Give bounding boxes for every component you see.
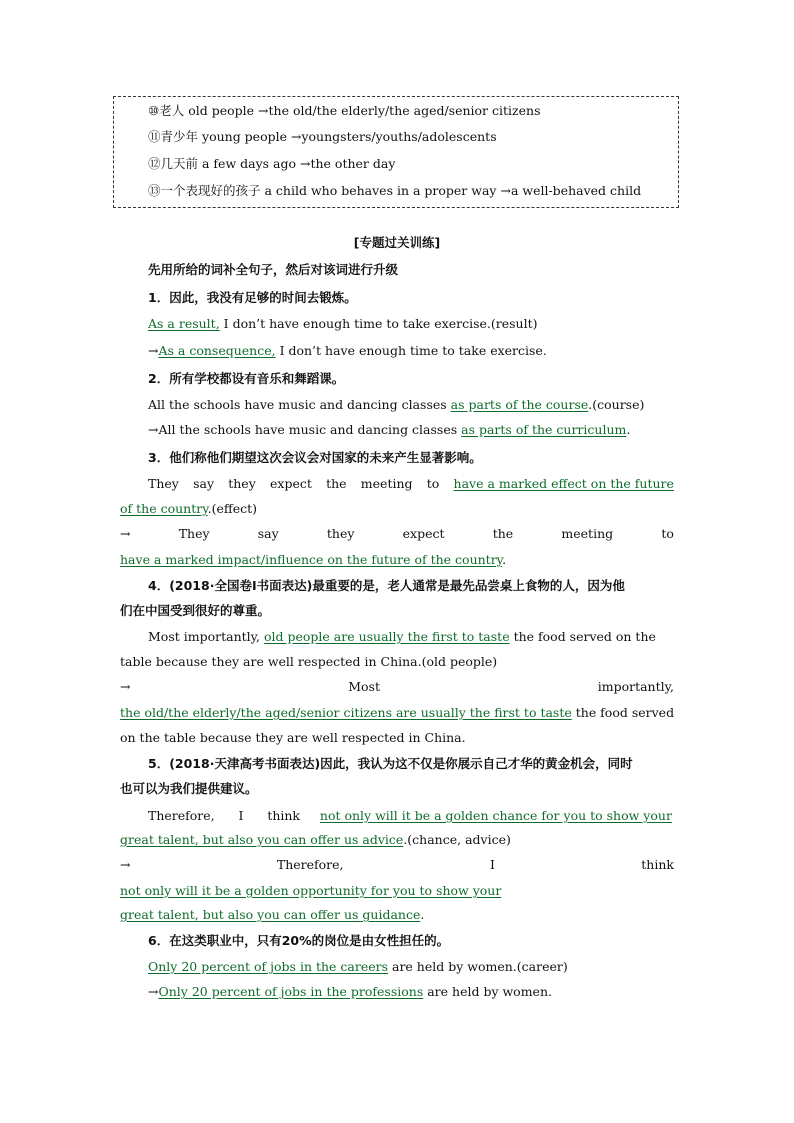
word: Therefore, [276, 857, 344, 872]
upgrade-phrase: As a consequence, [158, 343, 276, 358]
question-6-answer [148, 959, 674, 975]
arrow-icon: → [120, 679, 131, 694]
question-1-answer [148, 316, 674, 332]
arrow-icon: → [148, 343, 159, 358]
vocab-number: ⑩ [148, 103, 160, 118]
answer-phrase: have a marked effect on the future [453, 476, 674, 491]
word: they [228, 476, 256, 491]
question-4-chinese: 4．(2018·全国卷Ⅰ书面表达)最重要的是，老人通常是最先品尝桌上食物的人，因为他 [148, 578, 625, 593]
question-4-answer [148, 629, 674, 645]
vocab-english: a child who behaves in a proper way [260, 183, 497, 198]
vocab-item [148, 183, 641, 199]
vocab-number: ⑬ [148, 183, 161, 198]
word: They [148, 476, 179, 491]
word: Therefore, [148, 808, 215, 823]
upgrade-prefix: All the schools have music and dancing classes [158, 422, 462, 437]
question-4-upgrade-end: on the table because they are well respected in China. [120, 730, 466, 745]
word: importantly, [597, 679, 674, 694]
upgrade-rest: . [502, 552, 507, 567]
question-3-chinese: 3．他们称他们期望这次会议会对国家的未来产生显著影响。 [148, 450, 482, 465]
vocab-chinese: 老人 [159, 103, 185, 118]
word: to [661, 526, 674, 541]
question-3-answer [148, 476, 674, 492]
answer-phrase: great talent, but also you can offer us advice [120, 832, 404, 847]
word: expect [402, 526, 445, 541]
word: think [641, 857, 674, 872]
answer-rest: I don’t have enough time to take exercise.(result) [219, 316, 538, 331]
word: to [426, 476, 440, 491]
word: say [257, 526, 279, 541]
question-1-upgrade [148, 343, 674, 359]
question-5-chinese-cont: 也可以为我们提供建议。 [120, 781, 258, 796]
upgrade-phrase: as parts of the curriculum [461, 422, 627, 437]
vocab-chinese: 青少年 [160, 129, 199, 144]
answer-phrase: not only will it be a golden chance for you to show your [319, 808, 672, 823]
upgrade-phrase: not only will it be a golden opportunity for you to show your [120, 883, 502, 898]
vocab-item [148, 103, 540, 119]
upgrade-phrase: the old/the elderly/the aged/senior citizens are usually the first to taste [120, 705, 572, 720]
question-4-chinese-cont: 们在中国受到很好的尊重。 [120, 603, 271, 618]
question-2-chinese: 2．所有学校都设有音乐和舞蹈课。 [148, 371, 345, 386]
question-5-upgrade [120, 857, 674, 873]
answer-prefix: Most importantly, [148, 629, 264, 644]
question-6-upgrade [148, 984, 674, 1000]
answer-phrase: Only 20 percent of jobs in the careers [148, 959, 389, 974]
word: I [489, 857, 495, 872]
arrow-icon: → [500, 183, 511, 198]
vocab-upgrade: youngsters/youths/adolescents [301, 129, 497, 144]
word: meeting [561, 526, 614, 541]
answer-phrase: old people are usually the first to taste [264, 629, 510, 644]
answer-rest: the food served on the [509, 629, 656, 644]
arrow-icon: → [120, 526, 131, 541]
question-3-upgrade-cont [120, 552, 674, 568]
answer-rest: .(course) [588, 397, 645, 412]
answer-phrase: of the country [120, 501, 208, 516]
arrow-icon: → [290, 129, 302, 144]
upgrade-rest: the food served [571, 705, 675, 720]
question-5-chinese: 5．(2018·天津高考书面表达)因此，我认为这不仅是你展示自己才华的黄金机会，同时 [148, 756, 633, 771]
answer-phrase: as parts of the course [450, 397, 589, 412]
question-5-upgrade-cont [120, 883, 674, 899]
answer-rest: are held by women.(career) [388, 959, 568, 974]
vocab-upgrade: a well-behaved child [510, 183, 642, 198]
vocab-item [148, 156, 395, 172]
word: Most [348, 679, 380, 694]
question-3-answer-cont [120, 501, 674, 517]
section-title: [专题过关训练] [353, 235, 441, 250]
question-1-chinese: 1．因此，我没有足够的时间去锻炼。 [148, 290, 357, 305]
vocab-english: young people [198, 129, 287, 144]
instruction-text: 先用所给的词补全句子，然后对该词进行升级 [148, 262, 399, 277]
vocab-upgrade: the other day [310, 156, 396, 171]
vocab-upgrade: the old/the elderly/the aged/senior citizens [268, 103, 541, 118]
word: the [326, 476, 347, 491]
vocab-chinese: 一个表现好的孩子 [160, 183, 261, 198]
question-4-upgrade-cont [120, 705, 674, 721]
vocab-item [148, 129, 497, 145]
question-4-answer-cont: table because they are well respected in China.(old people) [120, 654, 498, 669]
upgrade-phrase: Only 20 percent of jobs in the professions [158, 984, 424, 999]
vocab-english: a few days ago [198, 156, 297, 171]
vocab-box [113, 96, 679, 208]
arrow-icon: → [148, 422, 159, 437]
answer-rest: .(effect) [207, 501, 258, 516]
vocab-english: old people [184, 103, 255, 118]
upgrade-rest: I don’t have enough time to take exercise. [275, 343, 547, 358]
question-4-upgrade [120, 679, 674, 695]
question-6-chinese: 6．在这类职业中，只有20%的岗位是由女性担任的。 [148, 933, 450, 948]
answer-prefix: All the schools have music and dancing classes [148, 397, 451, 412]
question-2-answer [148, 397, 674, 413]
answer-rest: .(chance, advice) [403, 832, 511, 847]
word: they [326, 526, 355, 541]
vocab-chinese: 几天前 [160, 156, 199, 171]
word: the [492, 526, 514, 541]
upgrade-phrase: have a marked impact/influence on the future of the country [120, 552, 503, 567]
upgrade-rest: are held by women. [423, 984, 552, 999]
answer-phrase: As a result, [148, 316, 220, 331]
question-5-answer [148, 808, 674, 824]
question-2-upgrade [148, 422, 674, 438]
word: I [238, 808, 244, 823]
arrow-icon: → [148, 984, 159, 999]
arrow-icon: → [258, 103, 269, 118]
question-3-upgrade [120, 526, 674, 542]
vocab-number: ⑫ [148, 156, 161, 171]
upgrade-phrase: great talent, but also you can offer us guidance [120, 907, 421, 922]
word: say [193, 476, 215, 491]
word: meeting [360, 476, 413, 491]
word: think [267, 808, 301, 823]
upgrade-rest: . [626, 422, 631, 437]
arrow-icon: → [120, 857, 131, 872]
word: expect [270, 476, 312, 491]
arrow-icon: → [300, 156, 311, 171]
vocab-number: ⑪ [148, 129, 161, 144]
question-5-answer-cont [120, 832, 674, 848]
word: They [178, 526, 210, 541]
upgrade-rest: . [420, 907, 425, 922]
question-5-upgrade-end [120, 907, 674, 923]
